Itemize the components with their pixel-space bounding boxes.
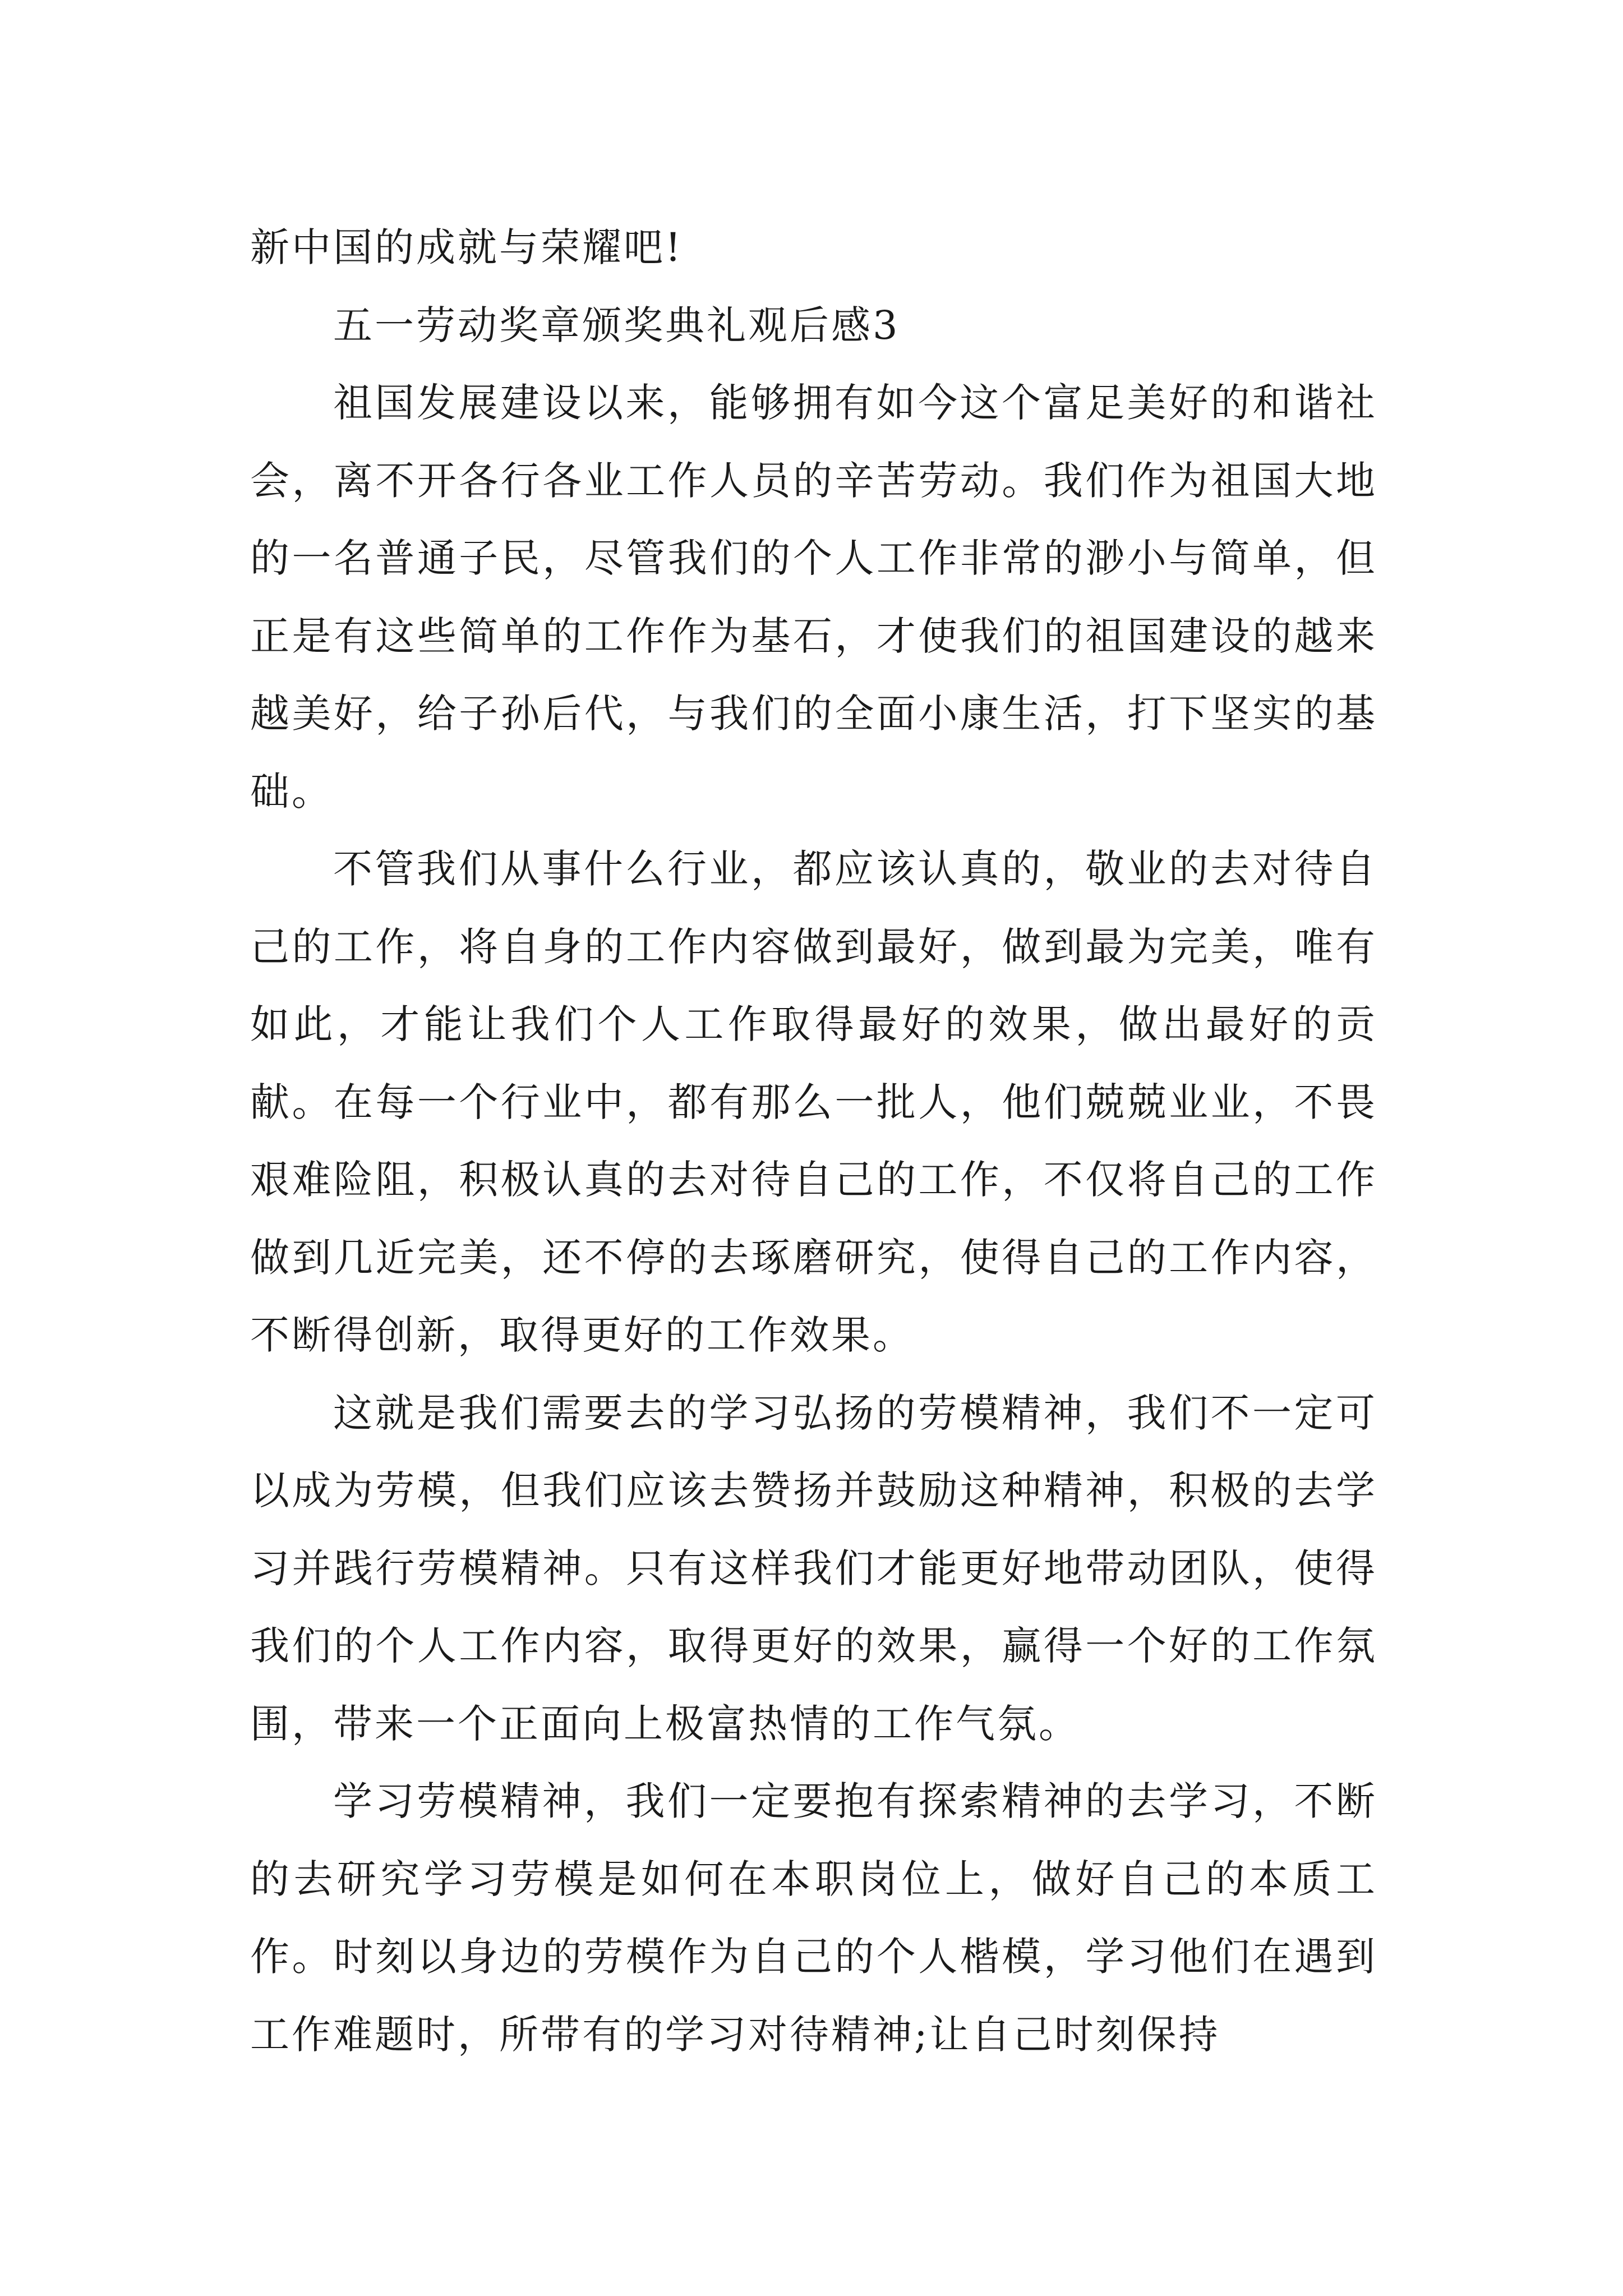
paragraph-4: 学习劳模精神，我们一定要抱有探索精神的去学习，不断的去研究学习劳模是如何在本职岗位上，做好自己的本质工作。时刻以身边的劳模作为自己的个人楷模，学习他们在遇到工作难题时，所带有的学习对待精神;让自己时刻保持 [250, 1778, 1377, 2058]
section-title: 五一劳动奖章颁奖典礼观后感3 [333, 302, 900, 348]
paragraph-1: 祖国发展建设以来，能够拥有如今这个富足美好的和谐社会，离不开各行各业工作人员的辛苦劳动。我们作为祖国大地的一名普通子民，尽管我们的个人工作非常的渺小与简单，但正是有这些简单的工作作为基石，才使我们的祖国建设的越来越美好，给子孙后代，与我们的全面小康生活，打下坚实的基础。 [250, 380, 1377, 815]
paragraph-3: 这就是我们需要去的学习弘扬的劳模精神，我们不一定可以成为劳模，但我们应该去赞扬并鼓励这种精神，积极的去学习并践行劳模精神。只有这样我们才能更好地带动团队，使得我们的个人工作内容，取得更好的效果，赢得一个好的工作氛围，带来一个正面向上极富热情的工作气氛。 [250, 1389, 1377, 1747]
document-body [250, 209, 1377, 2073]
paragraph-2: 不管我们从事什么行业，都应该认真的，敬业的去对待自己的工作，将自身的工作内容做到最好，做到最为完美，唯有如此，才能让我们个人工作取得最好的效果，做出最好的贡献。在每一个行业中，都有那么一批人，他们兢兢业业，不畏艰难险阻，积极认真的去对待自己的工作，不仅将自己的工作做到几近完美，还不停的去琢磨研究，使得自己的工作内容，不断得创新，取得更好的工作效果。 [250, 846, 1377, 1358]
continuation-line: 新中国的成就与荣耀吧! [250, 224, 684, 270]
